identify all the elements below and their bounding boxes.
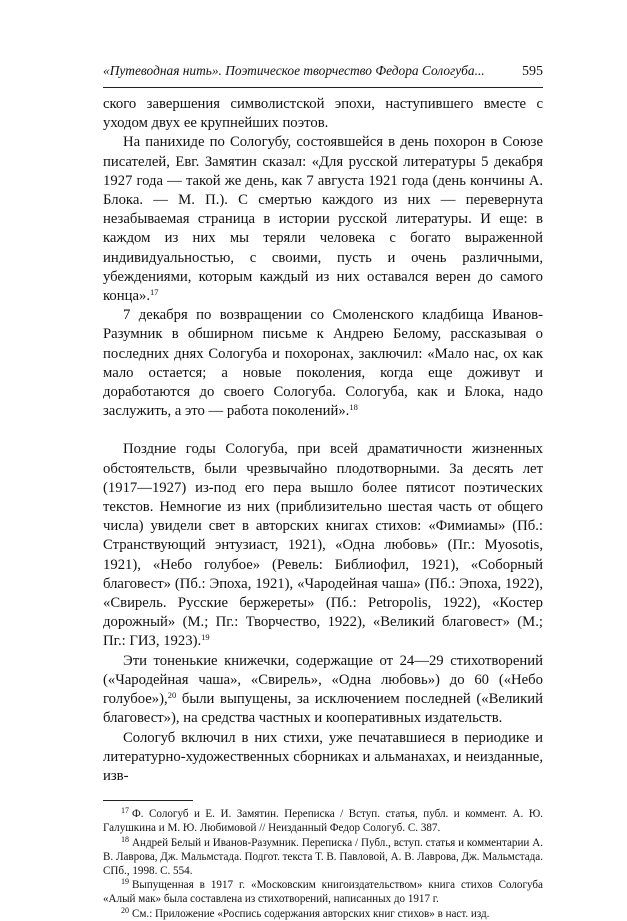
footnote-17 <box>103 807 543 835</box>
paragraph-zamyatin <box>103 133 543 306</box>
main-text <box>103 95 543 786</box>
paragraph-continuation: ского завершения символистской эпохи, наступившего вместе с уходом двух ее крупнейших поэтов. <box>103 96 543 132</box>
running-header <box>103 62 543 88</box>
footnote-ref-18[interactable]: 18 <box>349 402 358 413</box>
running-title: «Путеводная нить». Поэтическое творчество Федора Сологуба... <box>103 63 485 78</box>
footnote-text: См.: Приложение «Роспись содержания авторских книг стихов» в наст. изд. <box>132 907 490 920</box>
paragraph-ivanov-razumnik <box>103 306 543 421</box>
footnote-number: 18 <box>121 834 129 844</box>
paragraph-text: были выпущены, за исключением последней («Великий благовест»), на средства частных и кооперативных издательств. <box>103 691 543 727</box>
footnotes <box>103 807 543 921</box>
paragraph-text: Поздние годы Сологуба, при всей драматичности жизненных обстоятельств, были чрезвычайно плодотворными. За десять лет (1917—1927) из-под его пера вышло более пятисот поэтических текстов. Немногие из них (приблизительно шестая часть от общего числа) увидели свет в авторских книгах стихов: «Фимиамы» (Пб.: Странствующий энтузиаст, 1921), «Одна любовь» (Пг.: Myosotis, 1921), «Небо голубое» (Ревель: Библиофил, 1921), «Соборный благовест» (Пб.: Эпоха, 1921), «Чародейная чаша» (Пб.: Эпоха, 1922), «Свирель. Русские бержереты» (Пб.: Petropolis, 1922), «Костер дорожный» (М.; Пг.: Творчество, 1922), «Великий благовест» (М.; Пг.: ГИЗ, 1923). <box>103 441 543 650</box>
footnote-20 <box>103 907 543 921</box>
paragraph-text: На панихиде по Сологубу, состоявшейся в день похорон в Союзе писателей, Евг. Замятин сказал: «Для русской литературы 5 декабря 1927 года — такой же день, как 7 августа 1921 года (день кончины А. Блока. — М. П.). С смертью каждого из них — перевернута незабываемая страница в истории русской литературы. И еще: в каждом из них мы теряли человека с богато выраженной индивидуальностью, с своими, пусть и очень различными, убеждениями, которым каждый из них оставался верен до самого конца». <box>103 134 543 305</box>
footnote-number: 19 <box>121 877 129 887</box>
paragraph-text: Эти тоненькие книжечки, содержащие от 24—29 стихотворений («Чародейная чаша», «Свирель», «Одна любовь») до 60 («Небо голубое»), <box>103 652 543 708</box>
footnote-ref-19[interactable]: 19 <box>201 632 210 643</box>
footnote-divider <box>103 800 193 801</box>
page-number: 595 <box>522 64 543 79</box>
footnote-18 <box>103 836 543 879</box>
footnote-text: Выпущенная в 1917 г. «Московским книгоиздательством» книга стихов Сологуба «Алый мак» была составлена из стихотворений, написанных до 1917 г. <box>103 879 543 906</box>
paragraph-late-years <box>103 440 543 651</box>
paragraph-booklets <box>103 652 543 729</box>
footnote-text: Андрей Белый и Иванов-Разумник. Переписка / Публ., вступ. статья и комментарии А. В. Лаврова, Дж. Мальмстада. Подгот. текста Т. В. Павловой, А. В. Лаврова, Дж. Мальмстада. СПб., 1998. С. 554. <box>103 836 543 877</box>
paragraph-sologub-included: Сологуб включил в них стихи, уже печатавшиеся в периодике и литературно-художественных сборниках и альманахах, и неизданные, изв- <box>103 729 543 784</box>
page <box>103 62 543 921</box>
footnote-number: 20 <box>121 905 129 915</box>
footnote-ref-20[interactable]: 20 <box>167 690 177 701</box>
footnote-ref-17[interactable]: 17 <box>150 287 159 298</box>
paragraph-text: 7 декабря по возвращении со Смоленского кладбища Иванов-Разумник в обширном письме к Андрею Белому, рассказывая о последних днях Сологуба и похоронах, заключил: «Мало нас, ох как мало остается; а новые поколения, когда еще доживут и доработаются до своего Сологуба. Сологуба, как и Блока, надо заслужить, а это — работа поколений». <box>103 307 543 420</box>
footnote-number: 17 <box>121 806 129 816</box>
footnote-19 <box>103 878 543 906</box>
footnote-text: Ф. Сологуб и Е. И. Замятин. Переписка / Вступ. статья, публ. и коммент. А. Ю. Галушкина и М. Ю. Любимовой // Неизданный Федор Сологуб. С. 387. <box>103 808 543 835</box>
